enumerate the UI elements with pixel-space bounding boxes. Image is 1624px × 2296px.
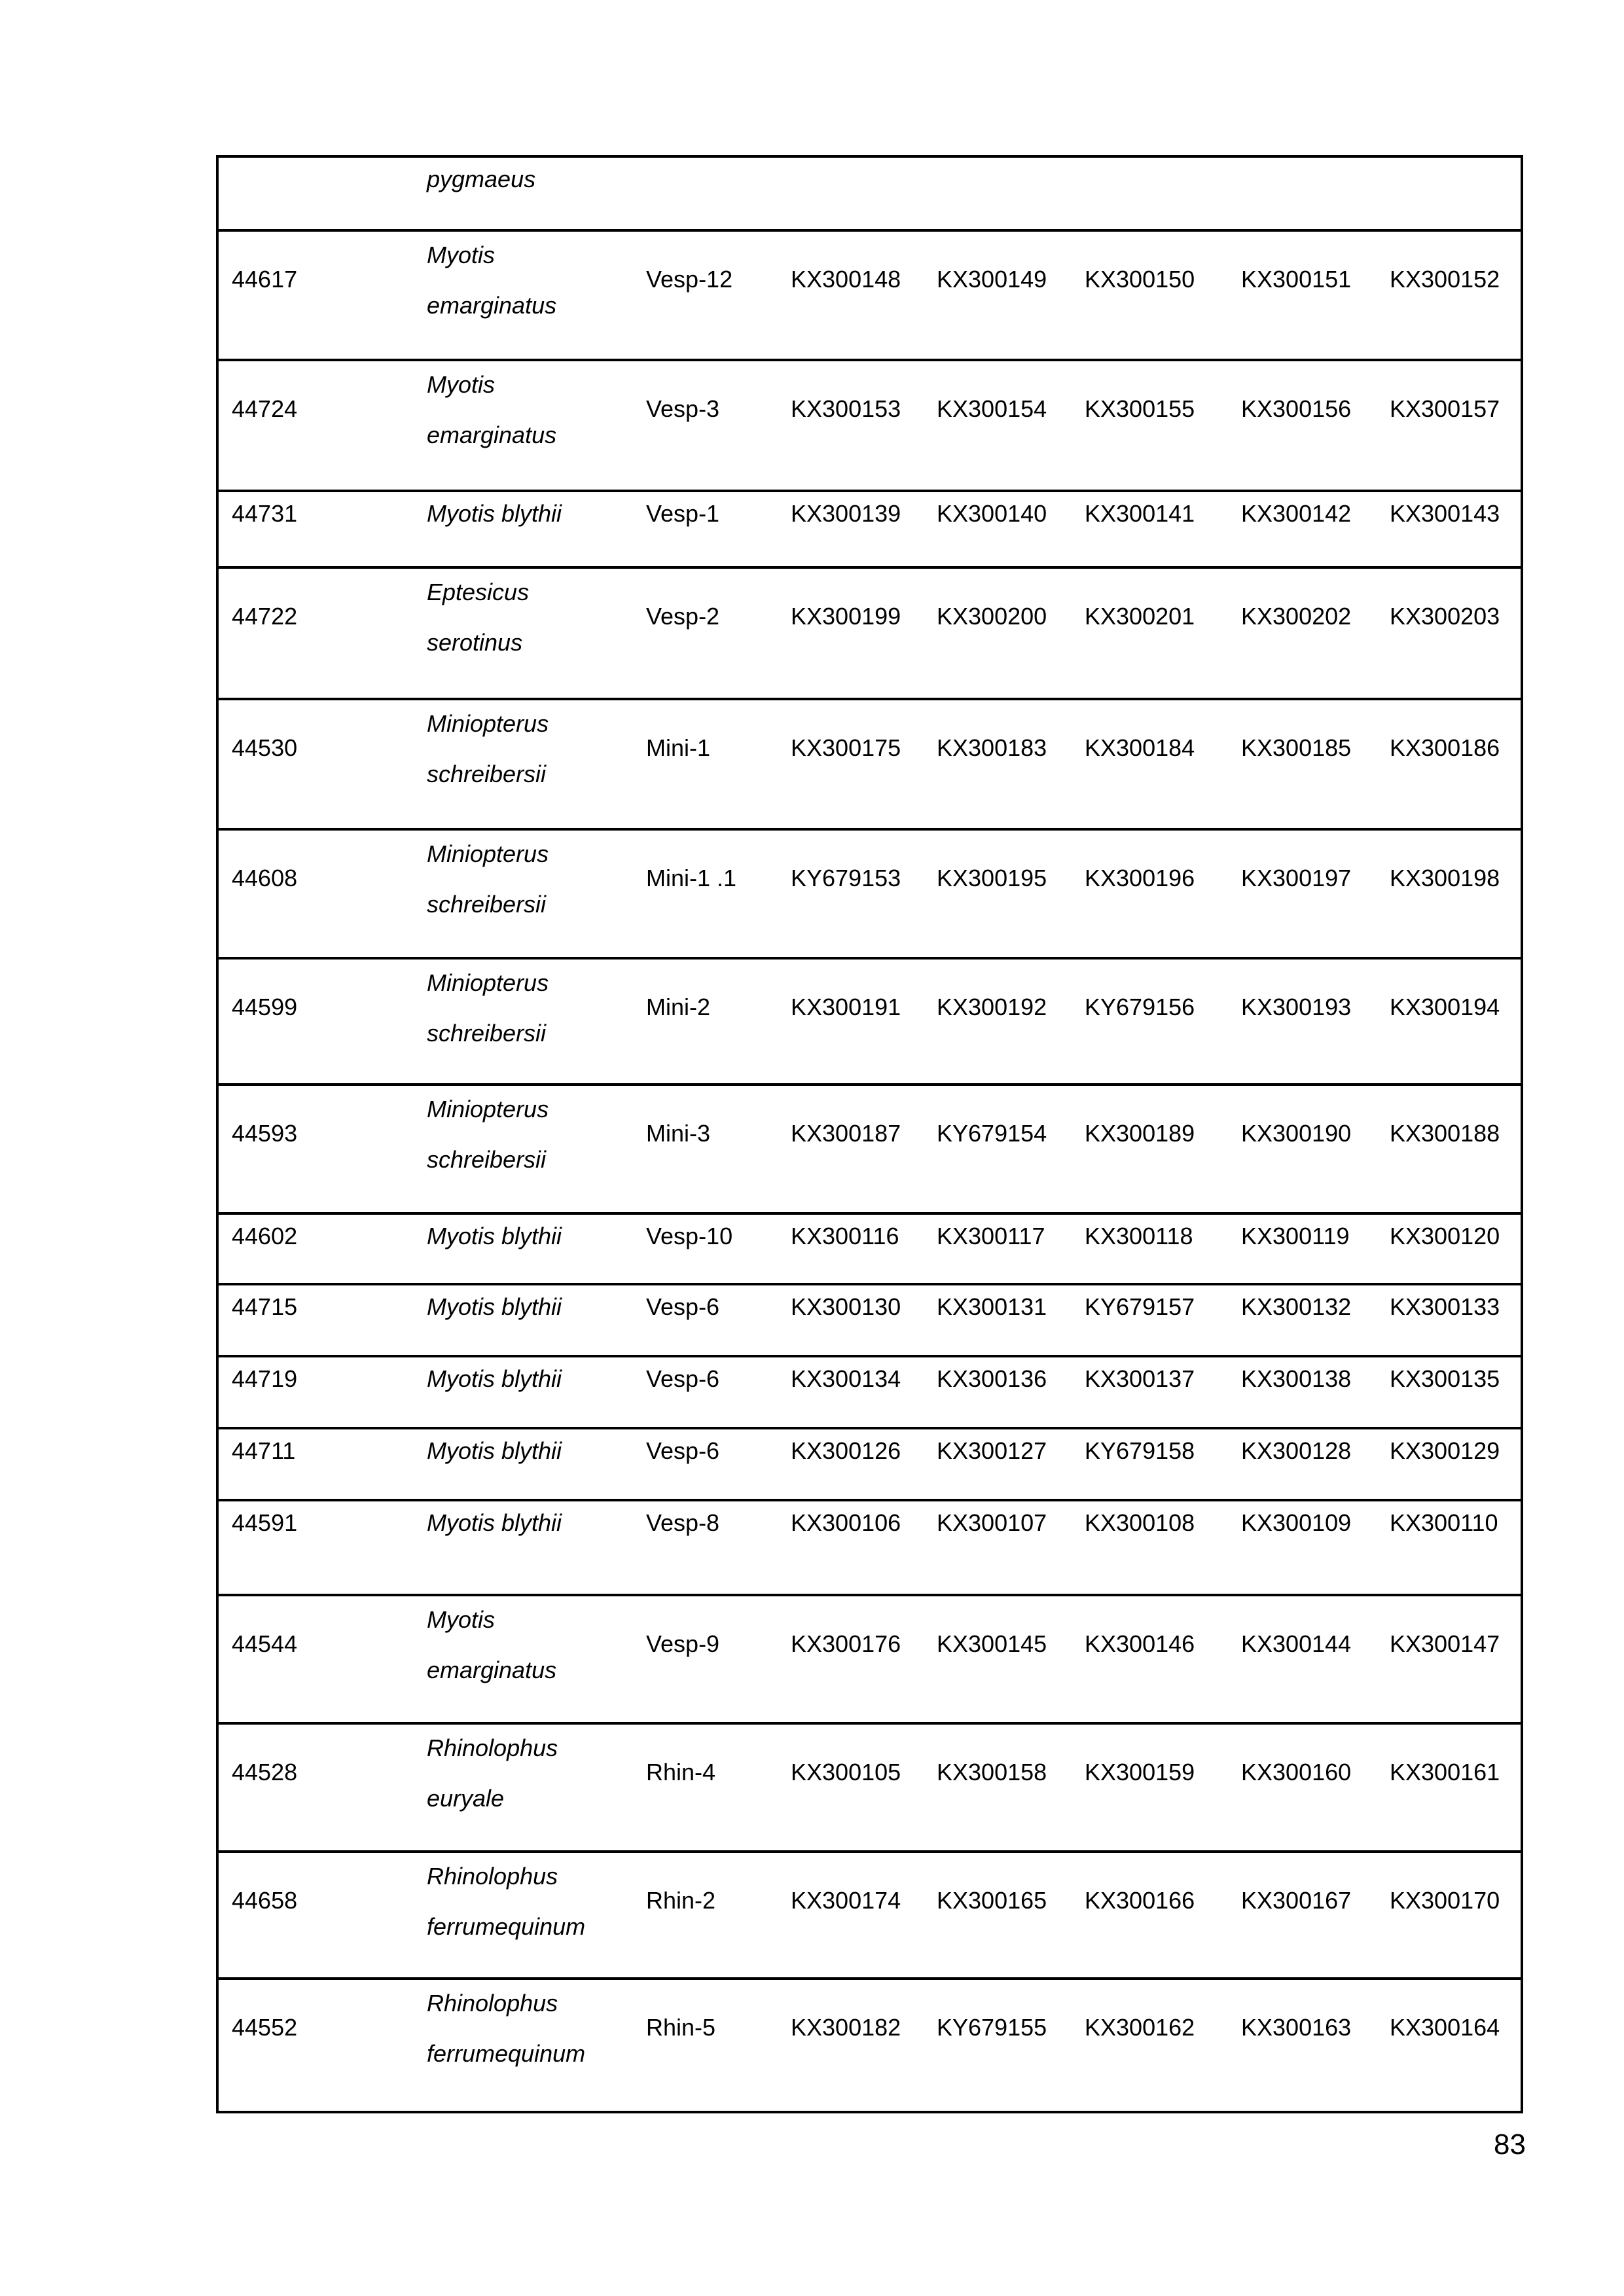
accession-number: KX300192 <box>937 994 1047 1020</box>
accession-number: KX300199 <box>791 603 901 630</box>
accession-number: KX300120 <box>1390 1223 1500 1249</box>
accession-number: KX300149 <box>937 266 1047 293</box>
accession-number: KX300137 <box>1085 1365 1195 1392</box>
species-name-line: Myotis <box>427 371 496 398</box>
accession-number: KY679155 <box>937 2014 1047 2041</box>
accession-number: KX300170 <box>1390 1887 1500 1914</box>
species-name-line: emarginatus <box>427 292 557 319</box>
accession-number: KX300162 <box>1085 2014 1195 2041</box>
specimen-id: 44731 <box>232 500 298 527</box>
accession-number: KX300153 <box>791 395 901 422</box>
accession-number: KX300148 <box>791 266 901 293</box>
specimen-id: 44658 <box>232 1887 298 1914</box>
accession-number: KX300109 <box>1241 1509 1352 1536</box>
accession-number: KX300190 <box>1241 1120 1352 1147</box>
species-name-line: emarginatus <box>427 1657 557 1683</box>
accession-number: KX300197 <box>1241 865 1352 891</box>
table-row <box>219 1086 1521 1215</box>
species-name-line: serotinus <box>427 629 523 656</box>
accession-number: KY679158 <box>1085 1437 1195 1464</box>
species-name-line: euryale <box>427 1785 505 1812</box>
species-name <box>427 1505 562 1541</box>
accession-number: KX300129 <box>1390 1437 1500 1464</box>
accession-number: KX300157 <box>1390 395 1500 422</box>
sample-code: Vesp-10 <box>646 1223 733 1249</box>
species-name <box>427 706 549 793</box>
accession-number: KX300147 <box>1390 1630 1500 1657</box>
accession-number: KX300139 <box>791 500 901 527</box>
species-name-line: Miniopterus <box>427 1096 549 1122</box>
table-row <box>219 1357 1521 1429</box>
accession-number: KY679157 <box>1085 1293 1195 1320</box>
specimen-id: 44602 <box>232 1223 298 1249</box>
sample-code: Vesp-3 <box>646 395 720 422</box>
species-name-line: Myotis <box>427 242 496 268</box>
sample-code: Vesp-2 <box>646 603 720 630</box>
species-name-line: Eptesicus <box>427 579 530 605</box>
species-name <box>427 1361 562 1397</box>
species-name-line: schreibersii <box>427 891 547 918</box>
accession-number: KX300193 <box>1241 994 1352 1020</box>
accession-number: KX300116 <box>791 1223 899 1249</box>
table-row <box>219 700 1521 831</box>
accession-number: KX300164 <box>1390 2014 1500 2041</box>
species-name-line: ferrumequinum <box>427 1913 586 1940</box>
table-row <box>219 831 1521 960</box>
table-row <box>219 569 1521 700</box>
species-name-line: ferrumequinum <box>427 2040 586 2067</box>
table-row <box>219 1285 1521 1357</box>
accession-number: KX300200 <box>937 603 1047 630</box>
accession-number: KX300186 <box>1390 734 1500 761</box>
sample-code: Vesp-12 <box>646 266 733 293</box>
sample-code: Mini-2 <box>646 994 711 1020</box>
accession-number: KX300194 <box>1390 994 1500 1020</box>
accession-number: KY679156 <box>1085 994 1195 1020</box>
accession-number: KX300127 <box>937 1437 1047 1464</box>
accession-number: KX300152 <box>1390 266 1500 293</box>
accession-number: KX300189 <box>1085 1120 1195 1147</box>
specimen-id: 44599 <box>232 994 298 1020</box>
page-number: 83 <box>1494 2128 1526 2161</box>
species-name <box>427 1602 556 1689</box>
species-name-line: schreibersii <box>427 1146 547 1173</box>
table-row <box>219 1501 1521 1596</box>
table-row <box>219 492 1521 569</box>
accession-number: KX300167 <box>1241 1887 1352 1914</box>
accession-number: KX300140 <box>937 500 1047 527</box>
accession-number: KX300107 <box>937 1509 1047 1536</box>
species-name-line: Miniopterus <box>427 840 549 867</box>
specimen-id: 44591 <box>232 1509 298 1536</box>
sample-code: Mini-3 <box>646 1120 711 1147</box>
accession-number: KX300132 <box>1241 1293 1352 1320</box>
accession-number: KX300106 <box>791 1509 901 1536</box>
specimen-id: 44722 <box>232 603 298 630</box>
sample-code: Vesp-6 <box>646 1437 720 1464</box>
accession-number: KX300143 <box>1390 500 1500 527</box>
table-row <box>219 1596 1521 1725</box>
species-name-line: Myotis blythii <box>427 1223 562 1249</box>
accession-number: KX300117 <box>937 1223 1045 1249</box>
table-row <box>219 158 1521 232</box>
accession-number: KY679153 <box>791 865 901 891</box>
sample-code: Vesp-1 <box>646 500 720 527</box>
species-name <box>427 367 556 454</box>
accession-number: KX300159 <box>1085 1759 1195 1785</box>
accession-number: KX300163 <box>1241 2014 1352 2041</box>
species-name-line: Rhinolophus <box>427 1863 558 1890</box>
species-name-line: Myotis <box>427 1606 496 1633</box>
species-name-line: Rhinolophus <box>427 1734 558 1761</box>
sample-code: Rhin-2 <box>646 1887 716 1914</box>
accession-number: KX300136 <box>937 1365 1047 1392</box>
accession-number: KX300131 <box>937 1293 1047 1320</box>
sample-code: Rhin-4 <box>646 1759 716 1785</box>
species-name-line: emarginatus <box>427 422 557 448</box>
species-name <box>427 1730 558 1817</box>
accession-number: KX300119 <box>1241 1223 1350 1249</box>
sample-code: Vesp-6 <box>646 1293 720 1320</box>
accession-number: KX300188 <box>1390 1120 1500 1147</box>
accession-number: KX300166 <box>1085 1887 1195 1914</box>
accession-number: KX300184 <box>1085 734 1195 761</box>
species-name-line: schreibersii <box>427 761 547 787</box>
accession-number: KX300191 <box>791 994 901 1020</box>
table-row <box>219 1429 1521 1501</box>
accession-number: KX300203 <box>1390 603 1500 630</box>
accession-number: KX300175 <box>791 734 901 761</box>
specimen-id: 44711 <box>232 1437 296 1464</box>
species-name <box>427 161 535 198</box>
sample-code: Rhin-5 <box>646 2014 716 2041</box>
accession-number: KX300176 <box>791 1630 901 1657</box>
accession-number: KX300134 <box>791 1365 901 1392</box>
accession-number: KX300105 <box>791 1759 901 1785</box>
species-name <box>427 965 549 1052</box>
species-name-line: Myotis blythii <box>427 1509 562 1536</box>
accession-number: KX300144 <box>1241 1630 1352 1657</box>
accession-number: KX300118 <box>1085 1223 1193 1249</box>
table-row <box>219 232 1521 361</box>
specimen-id: 44593 <box>232 1120 298 1147</box>
species-name-line: Myotis blythii <box>427 500 562 527</box>
sample-code: Vesp-9 <box>646 1630 720 1657</box>
accession-number: KX300202 <box>1241 603 1352 630</box>
specimen-id: 44715 <box>232 1293 298 1320</box>
species-name-line: Rhinolophus <box>427 1990 558 2017</box>
species-name <box>427 495 562 532</box>
specimen-id: 44608 <box>232 865 298 891</box>
species-name-line: pygmaeus <box>427 166 536 192</box>
accession-number: KY679154 <box>937 1120 1047 1147</box>
accession-number: KX300182 <box>791 2014 901 2041</box>
accession-number: KX300174 <box>791 1887 901 1914</box>
species-name <box>427 1091 549 1178</box>
accession-number: KX300155 <box>1085 395 1195 422</box>
table-row <box>219 1215 1521 1285</box>
table-row <box>219 1725 1521 1853</box>
accession-number: KX300128 <box>1241 1437 1352 1464</box>
sample-code: Mini-1 .1 <box>646 865 737 891</box>
sample-code: Vesp-6 <box>646 1365 720 1392</box>
species-name-line: Myotis blythii <box>427 1365 562 1392</box>
species-name-line: Myotis blythii <box>427 1437 562 1464</box>
accession-number: KX300156 <box>1241 395 1352 422</box>
specimen-id: 44724 <box>232 395 298 422</box>
sample-code: Vesp-8 <box>646 1509 720 1536</box>
accession-number: KX300110 <box>1390 1509 1498 1536</box>
species-name <box>427 1858 585 1945</box>
accession-number: KX300108 <box>1085 1509 1195 1536</box>
accession-number: KX300142 <box>1241 500 1352 527</box>
species-name <box>427 836 549 923</box>
species-name <box>427 1433 562 1469</box>
accession-number: KX300133 <box>1390 1293 1500 1320</box>
specimen-id: 44617 <box>232 266 298 293</box>
accession-number: KX300135 <box>1390 1365 1500 1392</box>
specimen-id: 44530 <box>232 734 298 761</box>
accession-number: KX300126 <box>791 1437 901 1464</box>
species-name <box>427 1289 562 1325</box>
accession-number: KX300130 <box>791 1293 901 1320</box>
accession-number: KX300185 <box>1241 734 1352 761</box>
accession-number: KX300165 <box>937 1887 1047 1914</box>
species-name-line: Myotis blythii <box>427 1293 562 1320</box>
specimen-id: 44552 <box>232 2014 298 2041</box>
species-name <box>427 237 556 324</box>
table-row <box>219 1980 1521 2111</box>
species-name <box>427 1218 562 1255</box>
accession-number: KX300198 <box>1390 865 1500 891</box>
species-name-line: Miniopterus <box>427 710 549 737</box>
accession-number: KX300150 <box>1085 266 1195 293</box>
species-name-line: Miniopterus <box>427 969 549 996</box>
accession-number: KX300201 <box>1085 603 1195 630</box>
accession-number: KX300196 <box>1085 865 1195 891</box>
specimen-accession-table <box>216 155 1523 2113</box>
specimen-id: 44528 <box>232 1759 298 1785</box>
table-row <box>219 1853 1521 1980</box>
accession-number: KX300161 <box>1390 1759 1500 1785</box>
species-name <box>427 1985 585 2072</box>
sample-code: Mini-1 <box>646 734 711 761</box>
table-row <box>219 960 1521 1086</box>
accession-number: KX300146 <box>1085 1630 1195 1657</box>
accession-number: KX300145 <box>937 1630 1047 1657</box>
specimen-id: 44719 <box>232 1365 298 1392</box>
accession-number: KX300195 <box>937 865 1047 891</box>
accession-number: KX300151 <box>1241 266 1352 293</box>
species-name-line: schreibersii <box>427 1020 547 1047</box>
accession-number: KX300138 <box>1241 1365 1352 1392</box>
accession-number: KX300154 <box>937 395 1047 422</box>
accession-number: KX300141 <box>1085 500 1195 527</box>
species-name <box>427 574 529 661</box>
specimen-id: 44544 <box>232 1630 298 1657</box>
accession-number: KX300160 <box>1241 1759 1352 1785</box>
accession-number: KX300183 <box>937 734 1047 761</box>
accession-number: KX300187 <box>791 1120 901 1147</box>
table-row <box>219 361 1521 492</box>
accession-number: KX300158 <box>937 1759 1047 1785</box>
